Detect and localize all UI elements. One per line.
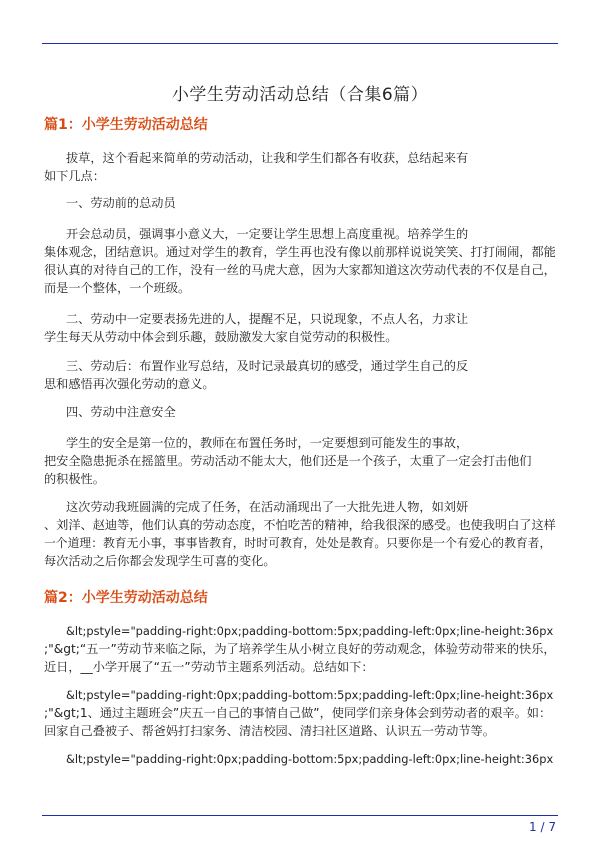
text-line: 近日，__小学开展了“五一”劳动节主题系列活动。总结如下： <box>44 660 374 674</box>
text-line: 的积极性。 <box>44 472 105 486</box>
text-line: 把安全隐患扼杀在摇篮里。劳动活动不能太大，他们还是一个孩子，太重了一定会打击他们 <box>44 454 532 468</box>
section-heading-2: 篇2：小学生劳动活动总结 <box>44 590 208 606</box>
text-line: 如下几点： <box>44 169 105 183</box>
paragraph <box>44 622 556 676</box>
text-line: 、刘洋、赵迪等，他们认真的劳动态度，不怕吃苦的精神，给我很深的感受。也使我明白了这样 <box>44 518 556 532</box>
text-line: 学生每天从劳动中体会到乐趣，鼓励激发大家自觉劳动的积极性。 <box>44 330 398 344</box>
text-line: 一、劳动前的总动员 <box>66 196 176 210</box>
text-line: 思和感悟再次强化劳动的意义。 <box>44 377 215 391</box>
text-line: 每次活动之后你都会发现学生可喜的变化。 <box>44 554 276 568</box>
section-heading-1: 篇1：小学生劳动活动总结 <box>44 117 208 133</box>
text-line: 开会总动员，强调事小意义大，一定要让学生思想上高度重视。培养学生的 <box>66 227 469 241</box>
paragraph <box>44 498 556 570</box>
text-line: &lt;pstyle="padding-right:0px;padding-bottom:5px;padding-left:0px;line-height:36px <box>66 688 554 702</box>
paragraph <box>44 225 556 297</box>
paragraph <box>44 403 556 421</box>
header-rule <box>42 43 558 44</box>
text-line: 这次劳动我班圆满的完成了任务，在活动涌现出了一大批先进人物，如刘妍 <box>66 500 469 514</box>
text-line: 一个道理：教育无小事，事事皆教育，时时可教育，处处是教育。只要你是一个有爱心的教育者， <box>44 536 552 550</box>
text-line: 二、劳动中一定要表扬先进的人，提醒不足，只说现象，不点人名，力求让 <box>66 312 469 326</box>
document-title: 小学生劳动活动总结（合集6篇） <box>171 85 429 105</box>
text-line: ;"&gt;“五一”劳动节来临之际，为了培养学生从小树立良好的劳动观念，体验劳动带来的快乐， <box>44 642 556 656</box>
text-line: 拔草，这个看起来简单的劳动活动，让我和学生们都各有收获，总结起来有 <box>66 151 469 165</box>
text-line: &lt;pstyle="padding-right:0px;padding-bottom:5px;padding-left:0px;line-height:36px <box>66 752 554 766</box>
paragraph <box>44 434 556 488</box>
paragraph <box>44 750 556 768</box>
text-line: 而是一个整体，一个班级。 <box>44 281 191 295</box>
footer-rule <box>42 815 558 816</box>
text-line: &lt;pstyle="padding-right:0px;padding-bottom:5px;padding-left:0px;line-height:36px <box>66 624 554 638</box>
paragraph <box>44 194 556 212</box>
text-line: 三、劳动后：布置作业写总结，及时记录最真切的感受，通过学生自己的反 <box>66 359 469 373</box>
text-line: 回家自己叠被子、帮爸妈打扫家务、清洁校园、清扫社区道路、认识五一劳动节等。 <box>44 724 495 738</box>
paragraph <box>44 686 556 740</box>
paragraph <box>44 357 556 393</box>
text-line: 集体观念，团结意识。通过对学生的教育，学生再也没有像以前那样说说笑笑、打打闹闹，都能 <box>44 245 556 259</box>
paragraph <box>44 310 556 346</box>
text-line: 学生的安全是第一位的，教师在布置任务时，一定要想到可能发生的事故， <box>66 436 469 450</box>
text-line: ;"&gt;1、通过主题班会”庆五一自己的事情自己做”，使同学们亲身体会到劳动者的艰辛。如： <box>44 706 552 720</box>
text-line: 四、劳动中注意安全 <box>66 405 176 419</box>
page-indicator: 1 / 7 <box>529 820 556 834</box>
paragraph <box>44 149 556 185</box>
text-line: 很认真的对待自己的工作，没有一丝的马虎大意，因为大家都知道这次劳动代表的不仅是自己， <box>44 263 556 277</box>
